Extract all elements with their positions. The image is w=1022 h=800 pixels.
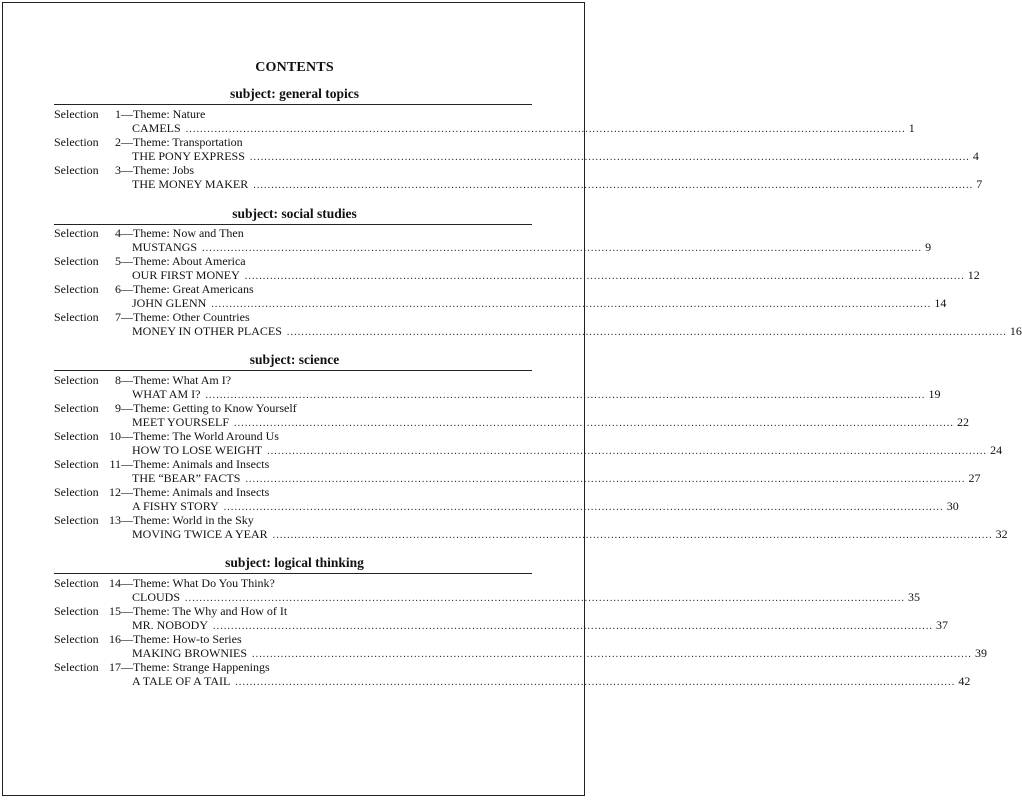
dot-leader: ........................................................................................................................................................................................................ [253, 180, 974, 191]
selection-number: 15 [109, 604, 121, 618]
toc-entry-row [132, 471, 981, 485]
selection-theme: —Theme: About America [121, 254, 246, 268]
toc-entry [54, 268, 980, 282]
selection-number: 14 [109, 576, 121, 590]
selection-label: Selection [54, 457, 99, 471]
toc-entry-row [132, 121, 915, 135]
toc-entry-row [132, 149, 979, 163]
toc-entry-row [132, 646, 987, 660]
selection-line [54, 485, 532, 499]
selection-line [54, 576, 532, 590]
section-heading: subject: social studies [232, 206, 357, 221]
selection-line [54, 660, 532, 674]
selection-theme: —Theme: Now and Then [121, 226, 244, 240]
selection-theme: —Theme: Animals and Insects [121, 457, 270, 471]
selection-label: Selection [54, 226, 99, 240]
selection-label: Selection [54, 485, 99, 499]
selection-line [54, 282, 532, 296]
selection-number: 17 [109, 660, 121, 674]
toc-entry-row [132, 415, 970, 429]
selection-line [54, 513, 532, 527]
page-number: 14 [934, 296, 947, 310]
selection-line [54, 135, 532, 149]
section-heading: subject: science [249, 352, 340, 367]
entry-title: THE MONEY MAKER [132, 177, 249, 191]
dot-leader: ........................................................................................................................................................................................................ [235, 677, 956, 688]
selection-theme: —Theme: Getting to Know Yourself [121, 401, 297, 415]
selection-number: 13 [109, 513, 121, 527]
selection-theme: —Theme: Great Americans [121, 282, 254, 296]
entry-title: THE PONY EXPRESS [132, 149, 245, 163]
toc-entry [54, 121, 915, 135]
entry-title: MONEY IN OTHER PLACES [132, 324, 282, 338]
toc-entry-row [132, 443, 1003, 457]
dot-leader: ........................................................................................................................................................................................................ [223, 502, 944, 513]
toc-entry-row [132, 268, 980, 282]
selection-theme: —Theme: Other Countries [121, 310, 250, 324]
selection-number: 2 [115, 135, 121, 149]
entry-title: CLOUDS [132, 590, 181, 604]
toc-entry-row [132, 618, 949, 632]
toc-entry-row [132, 240, 932, 254]
entry-title: MUSTANGS [132, 240, 198, 254]
entry-title: MEET YOURSELF [132, 415, 230, 429]
selection-number: 10 [109, 429, 121, 443]
section-rule [54, 224, 532, 225]
dot-leader: ........................................................................................................................................................................................................ [249, 152, 970, 163]
dot-leader: ........................................................................................................................................................................................................ [213, 621, 934, 632]
dot-leader: ........................................................................................................................................................................................................ [267, 446, 988, 457]
selection-theme: —Theme: Nature [121, 107, 206, 121]
page-number: 22 [957, 415, 970, 429]
toc-entry [54, 296, 947, 310]
selection-label: Selection [54, 282, 99, 296]
selection-line [54, 604, 532, 618]
section-rule [54, 573, 532, 574]
section-heading: subject: general topics [230, 86, 359, 101]
selection-number: 8 [115, 373, 121, 387]
selection-line [54, 373, 532, 387]
entry-title: MAKING BROWNIES [132, 646, 247, 660]
entry-title: JOHN GLENN [132, 296, 207, 310]
toc-entry-row [132, 527, 1008, 541]
page-title: CONTENTS [255, 60, 334, 75]
selection-label: Selection [54, 632, 99, 646]
selection-number: 11 [109, 457, 121, 471]
selection-line [54, 254, 532, 268]
page-number: 35 [908, 590, 921, 604]
page-number: 39 [975, 646, 987, 660]
page-number: 4 [972, 149, 979, 163]
selection-number: 5 [115, 254, 121, 268]
section-rule [54, 104, 532, 105]
selection-line [54, 226, 532, 240]
dot-leader: ........................................................................................................................................................................................................ [286, 327, 1007, 338]
selection-label: Selection [54, 163, 99, 177]
selection-line [54, 163, 532, 177]
toc-entry [54, 387, 941, 401]
dot-leader: ........................................................................................................................................................................................................ [245, 474, 966, 485]
dot-leader: ........................................................................................................................................................................................................ [185, 593, 906, 604]
dot-leader: ........................................................................................................................................................................................................ [211, 299, 932, 310]
page-number: 9 [925, 240, 932, 254]
selection-theme: —Theme: The World Around Us [121, 429, 279, 443]
toc-entry [54, 590, 921, 604]
entry-title: CAMELS [132, 121, 181, 135]
entry-title: HOW TO LOSE WEIGHT [132, 443, 263, 457]
page-number: 32 [995, 527, 1008, 541]
selection-number: 7 [115, 310, 121, 324]
dot-leader: ........................................................................................................................................................................................................ [234, 418, 955, 429]
selection-line [54, 632, 532, 646]
selection-label: Selection [54, 513, 99, 527]
page-number: 7 [976, 177, 983, 191]
page-number: 30 [946, 499, 959, 513]
dot-leader: ........................................................................................................................................................................................................ [202, 243, 923, 254]
toc-entry-row [132, 499, 959, 513]
entry-title: A TALE OF A TAIL [132, 674, 231, 688]
page-number: 19 [928, 387, 941, 401]
selection-number: 6 [115, 282, 121, 296]
selection-label: Selection [54, 310, 99, 324]
dot-leader: ........................................................................................................................................................................................................ [205, 390, 926, 401]
page-number: 37 [936, 618, 949, 632]
toc-entry [54, 618, 949, 632]
toc-entry [54, 527, 1008, 541]
selection-number: 1 [115, 107, 121, 121]
toc-entry-row [132, 177, 983, 191]
toc-entry-row [132, 590, 921, 604]
selection-theme: —Theme: World in the Sky [121, 513, 254, 527]
selection-line [54, 401, 532, 415]
selection-label: Selection [54, 401, 99, 415]
entry-title: A FISHY STORY [132, 499, 219, 513]
selection-label: Selection [54, 254, 99, 268]
toc-entry [54, 471, 981, 485]
toc-entry [54, 443, 1003, 457]
entry-title: OUR FIRST MONEY [132, 268, 240, 282]
selection-theme: —Theme: Animals and Insects [121, 485, 270, 499]
selection-line [54, 457, 532, 471]
selection-label: Selection [54, 135, 99, 149]
selection-theme: —Theme: The Why and How of It [121, 604, 288, 618]
selection-label: Selection [54, 107, 99, 121]
selection-line [54, 310, 532, 324]
entry-title: MR. NOBODY [132, 618, 209, 632]
selection-number: 12 [109, 485, 121, 499]
toc-entry [54, 499, 959, 513]
entry-title: THE “BEAR” FACTS [132, 471, 241, 485]
page-number: 12 [967, 268, 980, 282]
toc-entry-row [132, 296, 947, 310]
dot-leader: ........................................................................................................................................................................................................ [244, 271, 965, 282]
toc-entry [54, 415, 970, 429]
toc-entry [54, 240, 932, 254]
toc-entry [54, 324, 1022, 338]
selection-theme: —Theme: What Do You Think? [121, 576, 275, 590]
page-number: 24 [990, 443, 1003, 457]
page-number: 42 [958, 674, 971, 688]
selection-label: Selection [54, 373, 99, 387]
selection-number: 4 [115, 226, 121, 240]
entry-title: MOVING TWICE A YEAR [132, 527, 268, 541]
toc-entry-row [132, 674, 971, 688]
selection-theme: —Theme: Jobs [121, 163, 194, 177]
toc-entry [54, 674, 971, 688]
selection-label: Selection [54, 604, 99, 618]
selection-number: 16 [109, 632, 121, 646]
selection-label: Selection [54, 429, 99, 443]
toc-entry [54, 646, 987, 660]
dot-leader: ........................................................................................................................................................................................................ [185, 124, 906, 135]
section-rule [54, 370, 532, 371]
page-number: 1 [908, 121, 915, 135]
selection-theme: —Theme: How-to Series [121, 632, 242, 646]
page-number: 27 [968, 471, 981, 485]
page-number: 16 [1009, 324, 1022, 338]
selection-theme: —Theme: Transportation [121, 135, 243, 149]
selection-number: 9 [115, 401, 121, 415]
selection-label: Selection [54, 660, 99, 674]
entry-title: WHAT AM I? [132, 387, 201, 401]
selection-theme: —Theme: What Am I? [121, 373, 232, 387]
toc-entry-row [132, 387, 941, 401]
toc-entry [54, 177, 983, 191]
selection-theme: —Theme: Strange Happenings [121, 660, 270, 674]
toc-entry-row [132, 324, 1022, 338]
dot-leader: ........................................................................................................................................................................................................ [272, 530, 993, 541]
section-heading: subject: logical thinking [225, 555, 364, 570]
selection-label: Selection [54, 576, 99, 590]
selection-line [54, 429, 532, 443]
dot-leader: ........................................................................................................................................................................................................ [252, 649, 972, 660]
selection-line [54, 107, 532, 121]
toc-entry [54, 149, 979, 163]
selection-number: 3 [115, 163, 121, 177]
